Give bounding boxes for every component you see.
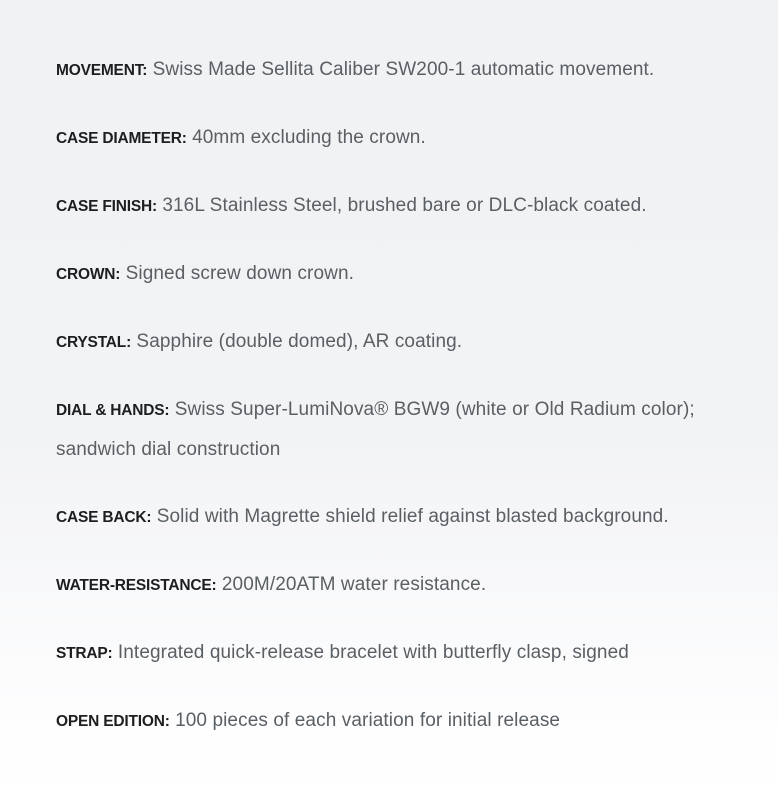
spec-value: Integrated quick-release bracelet with butterfly clasp, signed xyxy=(117,642,629,663)
spec-row-water-resistance xyxy=(56,565,722,605)
spec-value: Solid with Magrette shield relief against blasted background. xyxy=(156,506,669,527)
spec-value: 40mm excluding the crown. xyxy=(192,127,426,148)
spec-label: DIAL & HANDS: xyxy=(56,402,170,419)
spec-value: Swiss Made Sellita Caliber SW200-1 automatic movement. xyxy=(152,59,655,80)
spec-row-open-edition xyxy=(56,701,722,741)
spec-value: 200M/20ATM water resistance. xyxy=(221,574,487,595)
spec-value: 100 pieces of each variation for initial release xyxy=(175,710,561,731)
spec-label: OPEN EDITION: xyxy=(56,713,170,730)
spec-row-case-back xyxy=(56,497,722,537)
spec-row-strap xyxy=(56,633,722,673)
spec-label: STRAP: xyxy=(56,645,113,662)
spec-label: MOVEMENT: xyxy=(56,62,148,79)
spec-label: CRYSTAL: xyxy=(56,334,132,351)
spec-value: Signed screw down crown. xyxy=(125,263,355,284)
spec-label: CASE FINISH: xyxy=(56,198,157,215)
spec-row-case-diameter xyxy=(56,118,722,158)
spec-row-case-finish xyxy=(56,186,722,226)
spec-value: 316L Stainless Steel, brushed bare or DLC-black coated. xyxy=(162,195,647,216)
spec-label: WATER-RESISTANCE: xyxy=(56,577,217,594)
spec-label: CROWN: xyxy=(56,266,121,283)
spec-row-crystal xyxy=(56,322,722,362)
spec-row-crown xyxy=(56,254,722,294)
spec-value: Sapphire (double domed), AR coating. xyxy=(136,331,463,352)
spec-value: Swiss Super-LumiNova® BGW9 (white or Old Radium color); sandwich dial construction xyxy=(56,399,695,460)
spec-label: CASE BACK: xyxy=(56,509,152,526)
spec-label: CASE DIAMETER: xyxy=(56,130,187,147)
spec-row-movement xyxy=(56,50,722,90)
spec-row-dial-and-hands xyxy=(56,390,722,469)
